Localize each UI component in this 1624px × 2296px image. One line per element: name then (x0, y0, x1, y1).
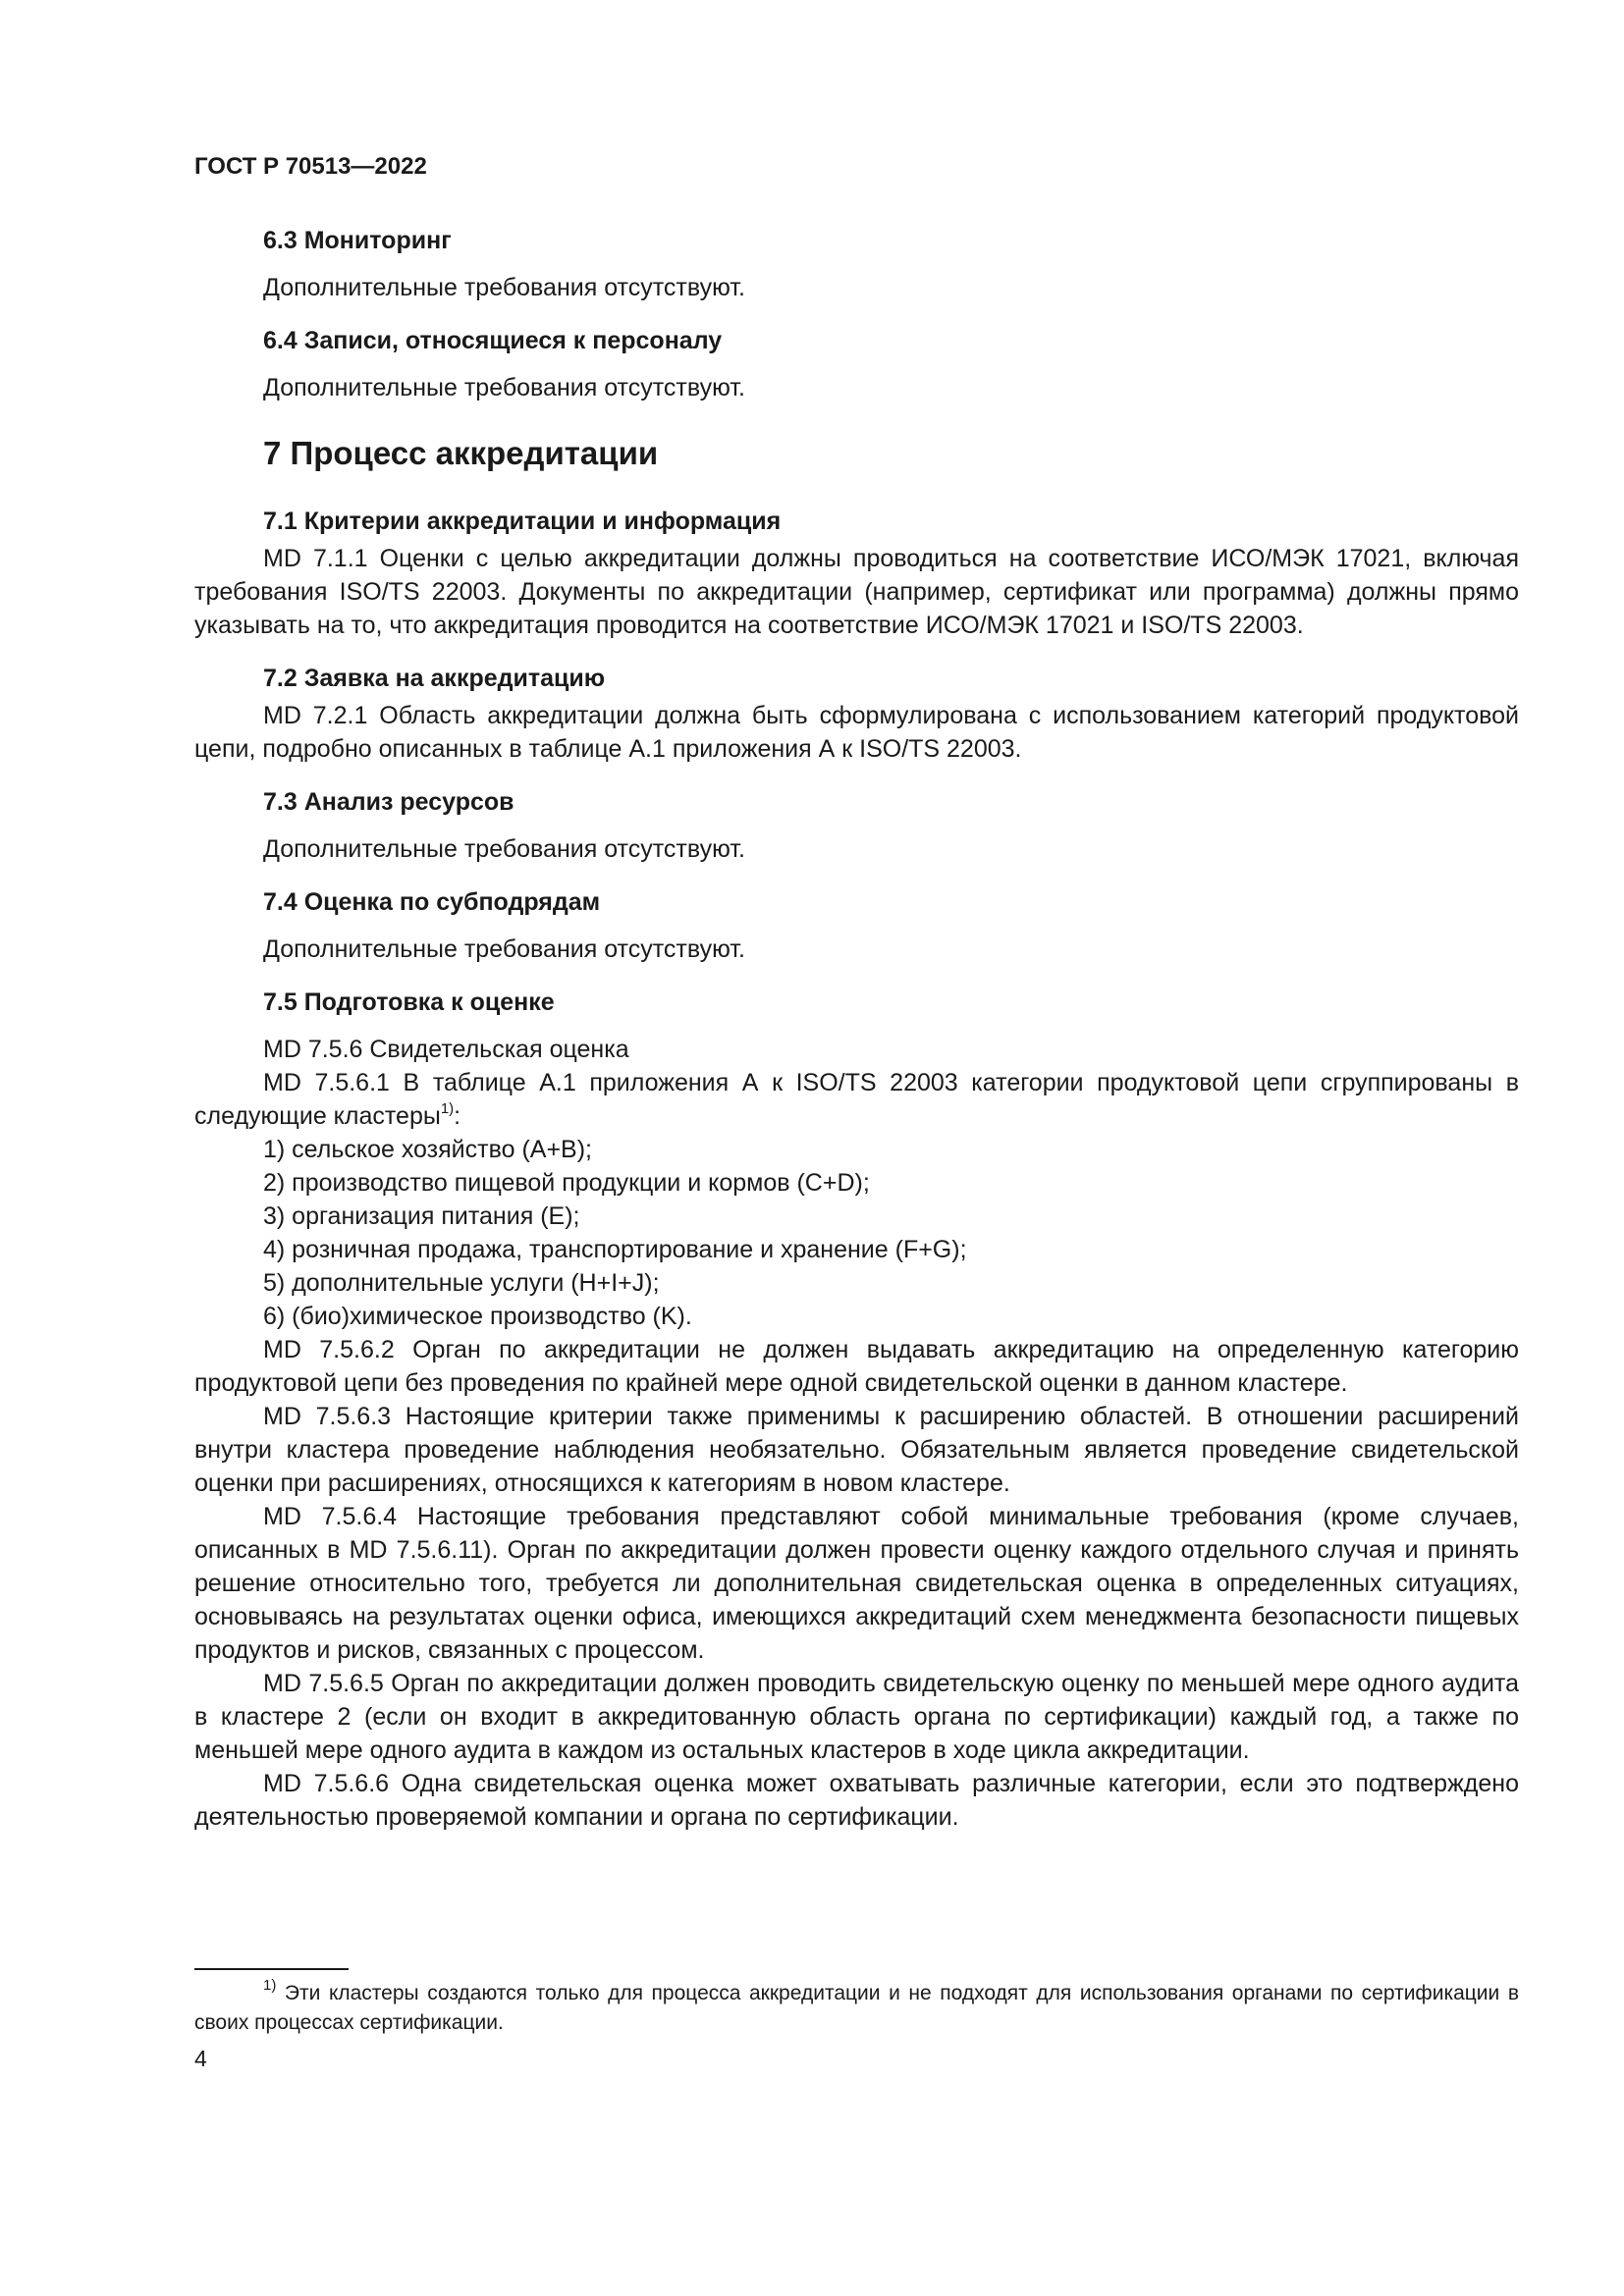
section-text-6-4: Дополнительные требования отсутствуют. (263, 374, 745, 401)
footnote-divider (194, 1968, 349, 1970)
clause-md-7-5-6-4: MD 7.5.6.4 Настоящие требования представляют собой минимальные требования (кроме случаев, описанных в MD 7.5.6.11). Орган по аккредитации должен провести оценку каждого отдельного случая и принять решение относительно того, требуется ли дополнительная свидетельская оценка в определенных ситуациях, основываясь на результатах оценки офиса, имеющихся аккредитаций схем менеджмента безопасности пищевых продуктов и рисков, связанных с процессом. (194, 1503, 1519, 1664)
clause-md-7-5-6-1-colon: : (454, 1102, 461, 1130)
section-text-6-3: Дополнительные требования отсутствуют. (263, 274, 745, 301)
clause-md-7-5-6-3: MD 7.5.6.3 Настоящие критерии также применимы к расширению областей. В отношении расширений внутри кластера проведение наблюдения необязательно. Обязательным является проведение свидетельской оценки при расширениях, относящихся к категориям в новом кластере. (194, 1403, 1519, 1497)
section-heading-7-5: 7.5 Подготовка к оценке (263, 988, 555, 1016)
section-heading-7-2: 7.2 Заявка на аккредитацию (263, 665, 606, 692)
clause-md-7-5-6-1 (194, 1066, 1519, 1133)
clause-md-7-5-6-2: MD 7.5.6.2 Орган по аккредитации не должен выдавать аккредитацию на определенную категорию продуктовой цепи без проведения по крайней мере одной свидетельской оценки в данном кластере. (194, 1336, 1519, 1397)
clause-md-7-5-6-6: MD 7.5.6.6 Одна свидетельская оценка может охватывать различные категории, если это подтверждено деятельностью проверяемой компании и органа по сертификации. (194, 1770, 1519, 1831)
section-text-7-4: Дополнительные требования отсутствуют. (263, 935, 745, 963)
page-content (194, 224, 1519, 1834)
footnote (194, 1979, 1519, 2038)
section-heading-6-3: 6.3 Мониторинг (263, 227, 452, 254)
section-text-7-3: Дополнительные требования отсутствуют. (263, 835, 745, 863)
page-number: 4 (194, 2046, 207, 2071)
document-code: ГОСТ Р 70513—2022 (194, 153, 427, 180)
clause-md-7-5-6-1-text: MD 7.5.6.1 В таблице А.1 приложения А к ISO/TS 22003 категории продуктовой цепи сгруппированы в следующие кластеры (194, 1069, 1519, 1130)
list-item: 6) (био)химическое производство (K). (263, 1303, 692, 1330)
section-heading-7-1: 7.1 Критерии аккредитации и информация (263, 507, 782, 535)
clause-md-7-2-1: MD 7.2.1 Область аккредитации должна быть сформулирована с использованием категорий продуктовой цепи, подробно описанных в таблице А.1 приложения А к ISO/TS 22003. (194, 702, 1519, 763)
clause-md-7-1-1: MD 7.1.1 Оценки с целью аккредитации должны проводиться на соответствие ИСО/МЭК 17021, включая требования ISO/TS 22003. Документы по аккредитации (например, сертификат или программа) должны прямо указывать на то, что аккредитация проводится на соответствие ИСО/МЭК 17021 и ISO/TS 22003. (194, 545, 1519, 639)
section-heading-7: 7 Процесс аккредитации (263, 435, 659, 471)
list-item: 1) сельское хозяйство (А+В); (263, 1136, 592, 1163)
footnote-reference: 1) (440, 1099, 455, 1117)
list-item: 3) организация питания (Е); (263, 1202, 580, 1230)
section-heading-7-4: 7.4 Оценка по субподрядам (263, 888, 601, 916)
footnote-marker: 1) (263, 1977, 277, 1994)
section-heading-6-4: 6.4 Записи, относящиеся к персоналу (263, 327, 723, 354)
list-item: 4) розничная продажа, транспортирование и хранение (F+G); (263, 1236, 967, 1263)
section-heading-7-3: 7.3 Анализ ресурсов (263, 788, 514, 816)
clause-md-7-5-6-5: MD 7.5.6.5 Орган по аккредитации должен проводить свидетельскую оценку по меньшей мере одного аудита в кластере 2 (если он входит в аккредитованную область органа по сертификации) каждый год, а также по меньшей мере одного аудита в каждом из остальных кластеров в ходе цикла аккредитации. (194, 1670, 1519, 1764)
list-item: 2) производство пищевой продукции и кормов (C+D); (263, 1169, 870, 1197)
clause-md-7-5-6: MD 7.5.6 Свидетельская оценка (263, 1036, 629, 1063)
list-item: 5) дополнительные услуги (H+I+J); (263, 1269, 660, 1297)
footnote-text: Эти кластеры создаются только для процесса аккредитации и не подходят для использования органами по сертификации в своих процессах сертификации. (194, 1982, 1519, 2034)
